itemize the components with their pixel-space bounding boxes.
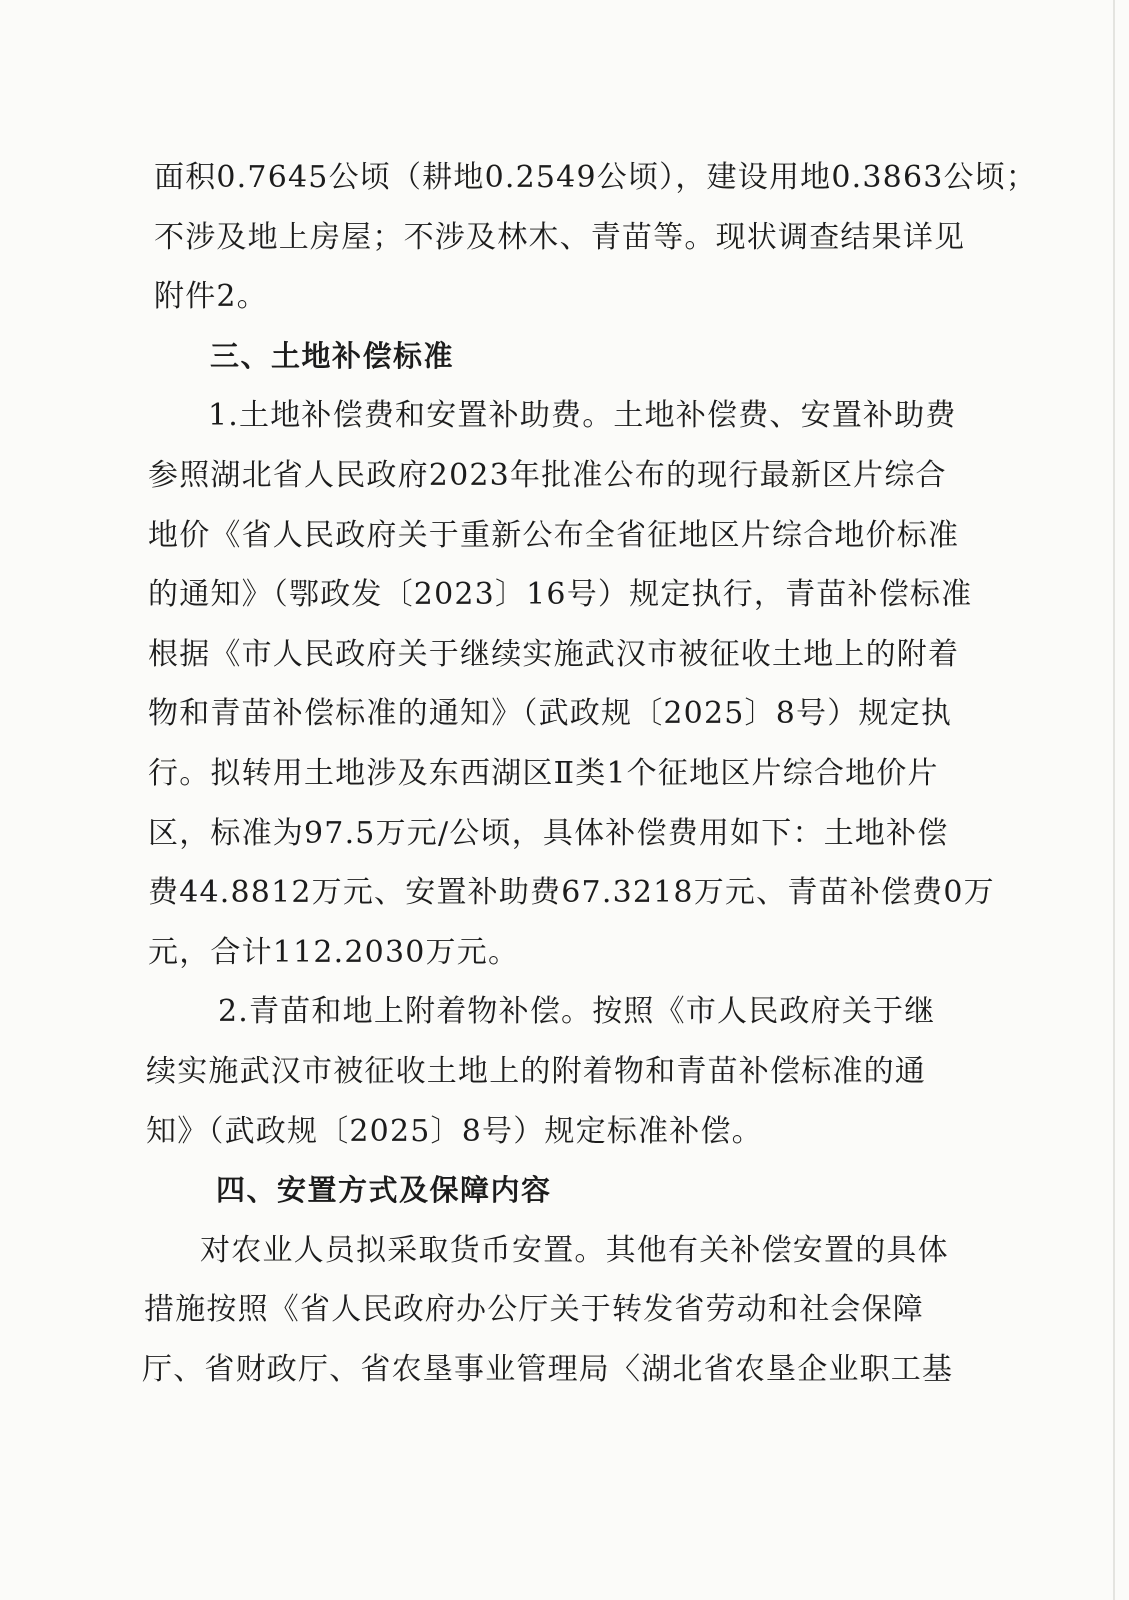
text-line: 根据《市人民政府关于继续实施武汉市被征收土地上的附着 xyxy=(148,636,960,672)
text-line: 面积0.7645公顷（耕地0.2549公顷），建设用地0.3863公顷； xyxy=(154,160,1038,195)
text-line: 附件2。 xyxy=(154,279,268,315)
text-line: 的通知》（鄂政发〔2023〕16号）规定执行，青苗补偿标准 xyxy=(148,577,973,613)
text-line: 费44.8812万元、安置补助费67.3218万元、青苗补偿费0万 xyxy=(148,875,995,911)
text-line: 区，标准为97.5万元/公顷，具体补偿费用如下：土地补偿 xyxy=(148,815,949,851)
text-line: 知》（武政规〔2025〕8号）规定标准补偿。 xyxy=(146,1113,763,1149)
section-heading: 三、土地补偿标准 xyxy=(210,338,455,373)
text-line: 行。拟转用土地涉及东西湖区Ⅱ类1个征地区片综合地价片 xyxy=(148,755,939,791)
text-line: 厅、省财政厅、省农垦事业管理局〈湖北省农垦企业职工基 xyxy=(142,1351,954,1387)
text-line: 地价《省人民政府关于重新公布全省征地区片综合地价标准 xyxy=(148,517,960,553)
paragraph-first-line: 1.土地补偿费和安置补助费。土地补偿费、安置补助费 xyxy=(208,398,957,434)
paragraph-first-line: 对农业人员拟采取货币安置。其他有关补偿安置的具体 xyxy=(200,1232,949,1268)
text-line: 元，合计112.2030万元。 xyxy=(148,934,520,970)
text-line: 物和青苗补偿标准的通知》（武政规〔2025〕8号）规定执 xyxy=(148,696,953,732)
scan-edge xyxy=(1113,0,1115,1600)
text-line: 参照湖北省人民政府2023年批准公布的现行最新区片综合 xyxy=(148,457,947,493)
text-line: 不涉及地上房屋；不涉及林木、青苗等。现状调查结果详见 xyxy=(154,219,966,255)
text-line: 续实施武汉市被征收土地上的附着物和青苗补偿标准的通 xyxy=(146,1053,926,1089)
section-heading: 四、安置方式及保障内容 xyxy=(216,1173,552,1208)
document-body xyxy=(142,148,1038,1399)
paragraph-first-line: 2.青苗和地上附着物补偿。按照《市人民政府关于继 xyxy=(218,994,936,1030)
text-line: 措施按照《省人民政府办公厅关于转发省劳动和社会保障 xyxy=(144,1292,924,1328)
